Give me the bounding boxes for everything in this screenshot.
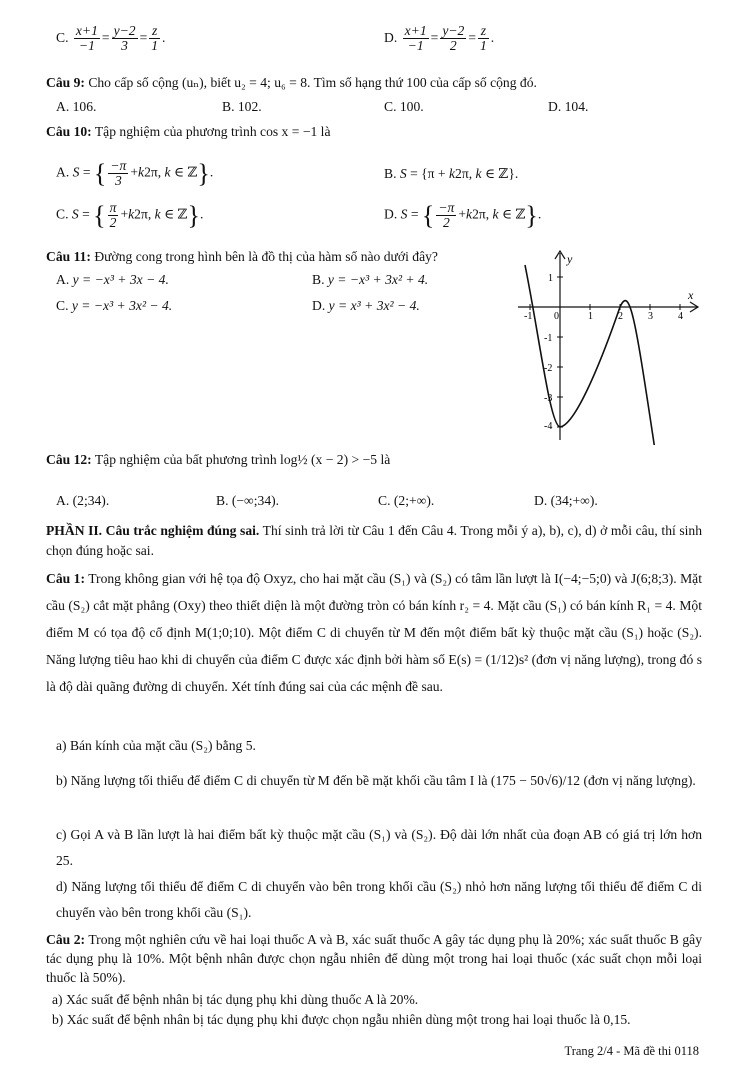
p2q1-statement-c: c) Gọi A và B lần lượt là hai điểm bất kỳ thuộc mặt cầu (S₁) và (S₂). Độ dài lớn nhất của đoạn AB có giá trị lớn hơn 25. bbox=[56, 827, 702, 868]
q11-option-c: C. y = −x³ + 3x² − 4. bbox=[56, 298, 173, 313]
p2q2-statement-a: a) Xác suất để bệnh nhân bị tác dụng phụ khi dùng thuốc A là 20%. bbox=[52, 992, 419, 1007]
p2q1-statement-d: d) Năng lượng tối thiểu để điểm C di chuyển vào bên trong khối cầu (S₂) nhỏ hơn năng lượng tối thiểu để điểm C di chuyển vào bên trong khối cầu (S₁). bbox=[56, 879, 702, 920]
q12-option-a: A. (2;34). bbox=[56, 493, 110, 508]
q8-option-d: D. $\frac{x+1}{-1}$ = $\frac{y-2}{2}$ = $\frac{z}{1}$ . bbox=[384, 23, 495, 54]
q11-option-a: A. y = −x³ + 3x − 4. bbox=[56, 272, 169, 287]
function-curve bbox=[525, 265, 655, 445]
q11-option-b: B. y = −x³ + 3x² + 4. bbox=[312, 272, 429, 287]
p2q1-question: Câu 1: Trong không gian với hệ tọa độ Oxyz, cho hai mặt cầu (S₁) và (S₂) có tâm lần lượt là I(−4;−5;0) và J(6;8;3). Mặt cầu (S₂) cắt mặt phẳng (Oxy) theo thiết diện là một đường tròn có bán kính r₂ = 4. Mặt cầu (S₁) có bán kính R₁ = 4. Một điểm M có tọa độ cố định M(1;0;10). Một điểm C di chuyển từ M đến một điểm bất kỳ thuộc mặt cầu (S₁) hoặc (S₂). Năng lượng tiêu hao khi di chuyển của điểm C được xác định bởi hàm số E(s) = (1/12)s² (đơn vị năng lượng), trong đó s là độ dài quãng đường di chuyển. Xét tính đúng sai của các mệnh đề sau. bbox=[46, 571, 702, 694]
x-tick-label: 2 bbox=[618, 311, 623, 322]
x-axis-label: x bbox=[688, 288, 694, 302]
y-tick-label: -1 bbox=[544, 333, 553, 344]
q10-option-a: A. S = { $\frac{-\pi}{3}$ +k2π, k ∈ ℤ}. bbox=[56, 157, 214, 189]
q10-option-b: B. S = {π + k2π, k ∈ ℤ}. bbox=[384, 166, 519, 181]
y-tick-label: 1 bbox=[548, 273, 553, 284]
page-footer: Trang 2/4 - Mã đề thi 0118 bbox=[564, 1044, 699, 1058]
q12-option-c: C. (2;+∞). bbox=[378, 493, 435, 508]
q11-question: Câu 11: Đường cong trong hình bên là đồ thị của hàm số nào dưới đây? bbox=[46, 249, 438, 264]
part2-header: PHẦN II. Câu trắc nghiệm đúng sai. Thí sinh trả lời từ Câu 1 đến Câu 4. Trong mỗi ý a), b), c), d) ở mỗi câu, thí sinh chọn đúng hoặc sai. bbox=[46, 523, 703, 558]
x-tick-label: 4 bbox=[678, 311, 683, 322]
y-tick-label: -4 bbox=[544, 421, 553, 432]
x-tick-label: 3 bbox=[648, 311, 653, 322]
p2q2-statement-b: b) Xác suất để bệnh nhân bị tác dụng phụ khi được chọn ngẫu nhiên dùng một trong hai loại thuốc là 0,15. bbox=[52, 1012, 631, 1027]
q11-graph bbox=[500, 245, 710, 445]
q9-option-c: C. 100. bbox=[384, 99, 424, 114]
origin-label: 0 bbox=[554, 311, 559, 322]
y-tick-label: -3 bbox=[544, 393, 553, 404]
p2q1-statement-b: b) Năng lượng tối thiểu để điểm C di chuyển từ M đến bề mặt khối cầu tâm I là (175 − 50√6)/12 (đơn vị năng lượng). bbox=[56, 773, 696, 788]
y-axis-label: y bbox=[567, 252, 573, 266]
q8-option-c: C. $\frac{x+1}{-1}$ = $\frac{y-2}{3}$ = $\frac{z}{1}$ . bbox=[56, 23, 166, 54]
q12-question: Câu 12: Tập nghiệm của bất phương trình log½ (x − 2) > −5 là bbox=[46, 452, 391, 467]
q9-question: Câu 9: Cho cấp số cộng (uₙ), biết u₂ = 4; u₆ = 8. Tìm số hạng thứ 100 của cấp số cộng đó. bbox=[46, 75, 537, 90]
q10-question: Câu 10: Tập nghiệm của phương trình cos x = −1 là bbox=[46, 124, 331, 139]
q10-option-d: D. S = { $\frac{-\pi}{2}$ +k2π, k ∈ ℤ}. bbox=[384, 199, 542, 231]
q9-option-d: D. 104. bbox=[548, 99, 589, 114]
p2q2-question: Câu 2: Trong một nghiên cứu về hai loại thuốc A và B, xác suất thuốc A gây tác dụng phụ là 20%; xác suất thuốc B gây tác dụng phụ là 10%. Một bệnh nhân được chọn ngẫu nhiên để dùng một trong hai loại thuốc (xác suất chọn mỗi loại thuốc là 50%). bbox=[46, 932, 703, 986]
q11-option-d: D. y = x³ + 3x² − 4. bbox=[312, 298, 420, 313]
q9-option-a: A. 106. bbox=[56, 99, 97, 114]
q9-option-b: B. 102. bbox=[222, 99, 262, 114]
y-tick-label: -2 bbox=[544, 363, 553, 374]
q12-option-b: B. (−∞;34). bbox=[216, 493, 280, 508]
p2q1-statement-a: a) Bán kính của mặt cầu (S₂) bằng 5. bbox=[56, 738, 256, 753]
x-tick-label: -1 bbox=[524, 311, 533, 322]
q12-option-d: D. (34;+∞). bbox=[534, 493, 598, 508]
q10-option-c: C. S = { $\frac{\pi}{2}$ +k2π, k ∈ ℤ}. bbox=[56, 199, 204, 231]
x-tick-label: 1 bbox=[588, 311, 593, 322]
